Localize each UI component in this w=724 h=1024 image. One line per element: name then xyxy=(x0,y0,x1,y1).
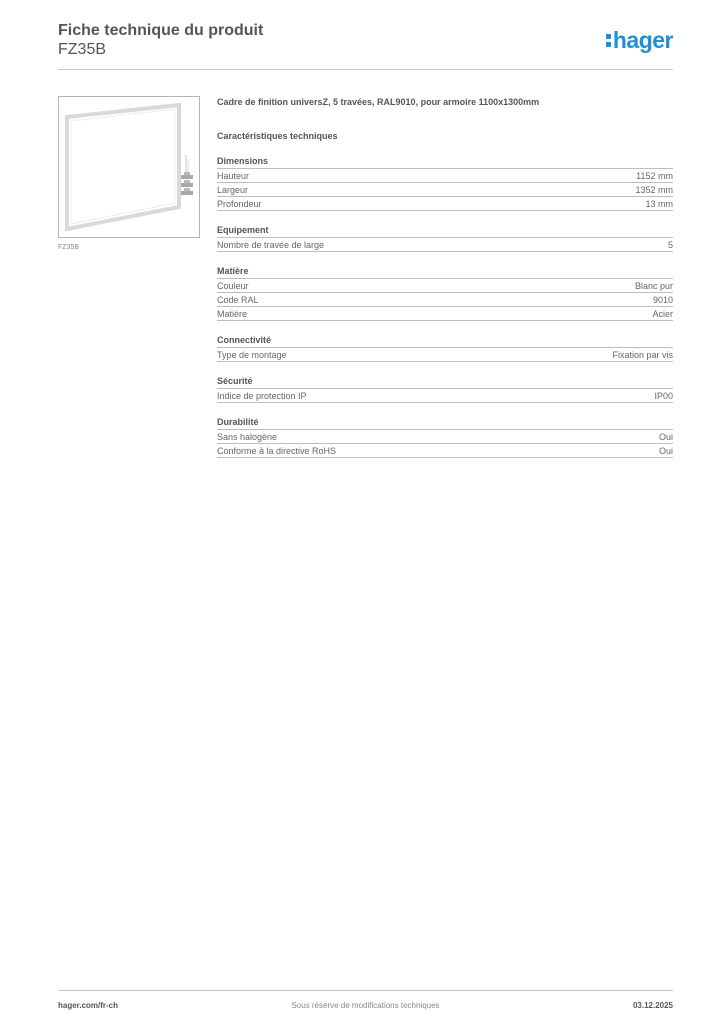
spec-row xyxy=(217,348,673,362)
spec-label: Profondeur xyxy=(217,199,262,209)
spec-row xyxy=(217,293,673,307)
spec-value: IP00 xyxy=(654,391,673,401)
spec-label: Hauteur xyxy=(217,171,250,181)
spec-value: 1152 mm xyxy=(636,171,673,181)
spec-value: 13 mm xyxy=(645,199,673,209)
spec-value: 9010 xyxy=(652,295,673,305)
spec-label: Conforme à la directive RoHS xyxy=(217,446,337,456)
spec-value: Fixation par vis xyxy=(612,350,673,360)
spec-row xyxy=(217,169,673,183)
spec-value: 1352 mm xyxy=(635,185,673,195)
spec-row xyxy=(217,430,673,444)
footer-date: 03.12.2025 xyxy=(632,1001,673,1010)
section-dimensions xyxy=(217,156,673,211)
product-description: Cadre de finition universZ, 5 travées, RAL9010, pour armoire 1100x1300mm xyxy=(217,97,540,107)
section-title: Matière xyxy=(217,266,673,279)
product-image xyxy=(58,96,200,238)
section-durabilite xyxy=(217,417,673,458)
spec-label: Couleur xyxy=(217,281,249,291)
spec-row xyxy=(217,183,673,197)
document-title: Fiche technique du produit xyxy=(58,22,264,39)
spec-label: Indice de protection IP xyxy=(217,391,307,401)
section-title: Sécurité xyxy=(217,376,673,389)
image-caption: FZ35B xyxy=(58,244,80,251)
spec-label: Largeur xyxy=(217,185,249,195)
spec-value: 5 xyxy=(667,240,673,250)
section-connectivite xyxy=(217,335,673,362)
product-code: FZ35B xyxy=(58,41,107,58)
page-footer xyxy=(58,990,673,1010)
spec-row xyxy=(217,389,673,403)
finishing-frame-illustration-icon xyxy=(59,97,199,237)
specs-heading: Caractéristiques techniques xyxy=(217,131,338,141)
spec-value: Blanc pur xyxy=(634,281,673,291)
spec-row xyxy=(217,279,673,293)
section-title: Durabilité xyxy=(217,417,673,430)
spec-row xyxy=(217,197,673,211)
spec-value: Oui xyxy=(658,446,673,456)
page-header xyxy=(58,21,673,70)
spec-label: Type de montage xyxy=(217,350,287,360)
footer-disclaimer: Sous réserve de modifications techniques xyxy=(291,1001,440,1010)
spec-label: Nombre de travée de large xyxy=(217,240,325,250)
section-equipement xyxy=(217,225,673,252)
section-matiere xyxy=(217,266,673,321)
spec-value: Acier xyxy=(652,309,673,319)
spec-label: Code RAL xyxy=(217,295,259,305)
section-title: Connectivité xyxy=(217,335,673,348)
section-securite xyxy=(217,376,673,403)
hager-logo xyxy=(606,27,673,53)
spec-label: Sans halogène xyxy=(217,432,278,442)
section-title: Equipement xyxy=(217,225,673,238)
footer-website-link[interactable]: hager.com/fr-ch xyxy=(58,1001,119,1010)
spec-row xyxy=(217,444,673,458)
logo-text: hager xyxy=(612,27,673,53)
spec-label: Matière xyxy=(217,309,248,319)
spec-row xyxy=(217,307,673,321)
spec-row xyxy=(217,238,673,252)
spec-content xyxy=(217,96,673,458)
section-title: Dimensions xyxy=(217,156,673,169)
logo-colon-icon xyxy=(606,32,611,48)
spec-value: Oui xyxy=(658,432,673,442)
